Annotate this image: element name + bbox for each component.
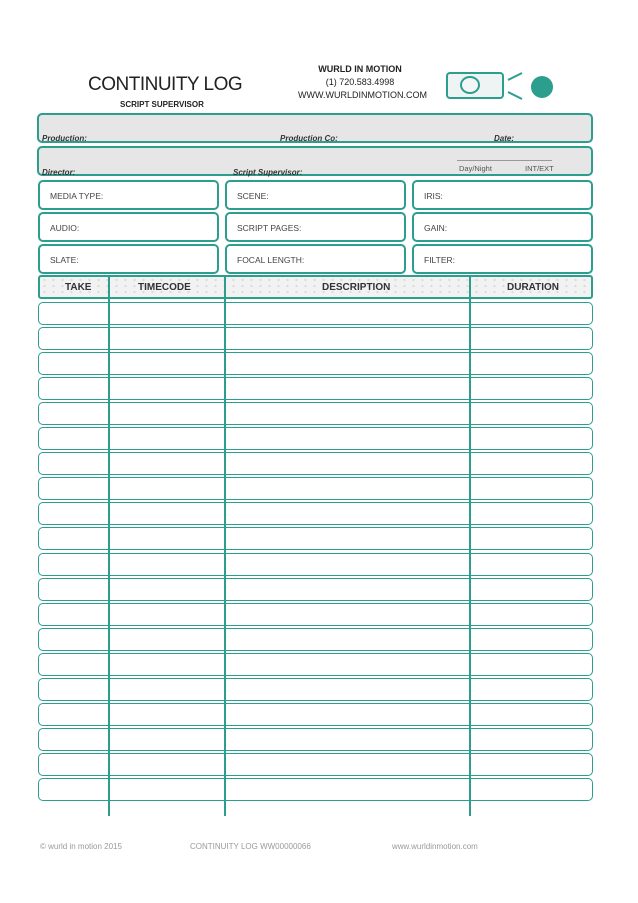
filter-field[interactable]: FILTER: (412, 244, 593, 274)
slate-field[interactable]: SLATE: (38, 244, 219, 274)
table-row[interactable] (38, 477, 593, 500)
focal-length-field[interactable]: FOCAL LENGTH: (225, 244, 406, 274)
column-divider (469, 275, 471, 816)
audio-field[interactable]: AUDIO: (38, 212, 219, 242)
footer-url: www.wurldinmotion.com (392, 842, 478, 851)
table-row[interactable] (38, 402, 593, 425)
column-header-description: DESCRIPTION (322, 282, 391, 293)
table-row[interactable] (38, 452, 593, 475)
footer-copyright: © wurld in motion 2015 (40, 842, 122, 851)
table-row[interactable] (38, 553, 593, 576)
table-row[interactable] (38, 603, 593, 626)
column-header-timecode: TIMECODE (138, 282, 191, 293)
column-divider (108, 275, 110, 816)
table-row[interactable] (38, 653, 593, 676)
script-supervisor-label: Script Supervisor: (233, 168, 303, 177)
table-row[interactable] (38, 352, 593, 375)
int-ext-label: INT/EXT (525, 164, 554, 173)
day-night-label: Day/Night (459, 164, 492, 173)
production-band (37, 113, 593, 143)
table-header (38, 275, 593, 299)
column-header-duration: DURATION (507, 282, 560, 293)
production-co-label: Production Co: (280, 134, 338, 143)
table-row[interactable] (38, 628, 593, 651)
table-row[interactable] (38, 703, 593, 726)
table-row[interactable] (38, 578, 593, 601)
table-row[interactable] (38, 502, 593, 525)
column-divider (224, 275, 226, 816)
scene-field[interactable]: SCENE: (225, 180, 406, 210)
globe-logo-icon (531, 76, 553, 98)
company-name: WURLD IN MOTION (318, 64, 402, 74)
date-label: Date: (494, 134, 515, 143)
company-website: WWW.WURLDINMOTION.COM (298, 90, 427, 100)
day-night-line (457, 160, 552, 161)
table-row[interactable] (38, 427, 593, 450)
company-block (298, 63, 427, 102)
page-title: CONTINUITY LOG (88, 74, 243, 95)
director-band (37, 146, 593, 176)
table-row[interactable] (38, 377, 593, 400)
table-row[interactable] (38, 302, 593, 325)
company-phone: (1) 720.583.4998 (325, 77, 395, 87)
gain-field[interactable]: GAIN: (412, 212, 593, 242)
table-row[interactable] (38, 327, 593, 350)
script-pages-field[interactable]: SCRIPT PAGES: (225, 212, 406, 242)
footer-doc-id: CONTINUITY LOG WW00000066 (190, 842, 311, 851)
table-row[interactable] (38, 753, 593, 776)
table-row[interactable] (38, 778, 593, 801)
director-label: Director: (42, 168, 76, 177)
table-row[interactable] (38, 728, 593, 751)
media-type-field[interactable]: MEDIA TYPE: (38, 180, 219, 210)
iris-field[interactable]: IRIS: (412, 180, 593, 210)
camera-beam-icon (506, 70, 526, 102)
production-label: Production: (42, 134, 87, 143)
table-row[interactable] (38, 527, 593, 550)
page-subtitle: SCRIPT SUPERVISOR (120, 100, 204, 109)
column-header-take: TAKE (65, 282, 92, 293)
table-row[interactable] (38, 678, 593, 701)
camera-lens-icon (460, 76, 480, 94)
